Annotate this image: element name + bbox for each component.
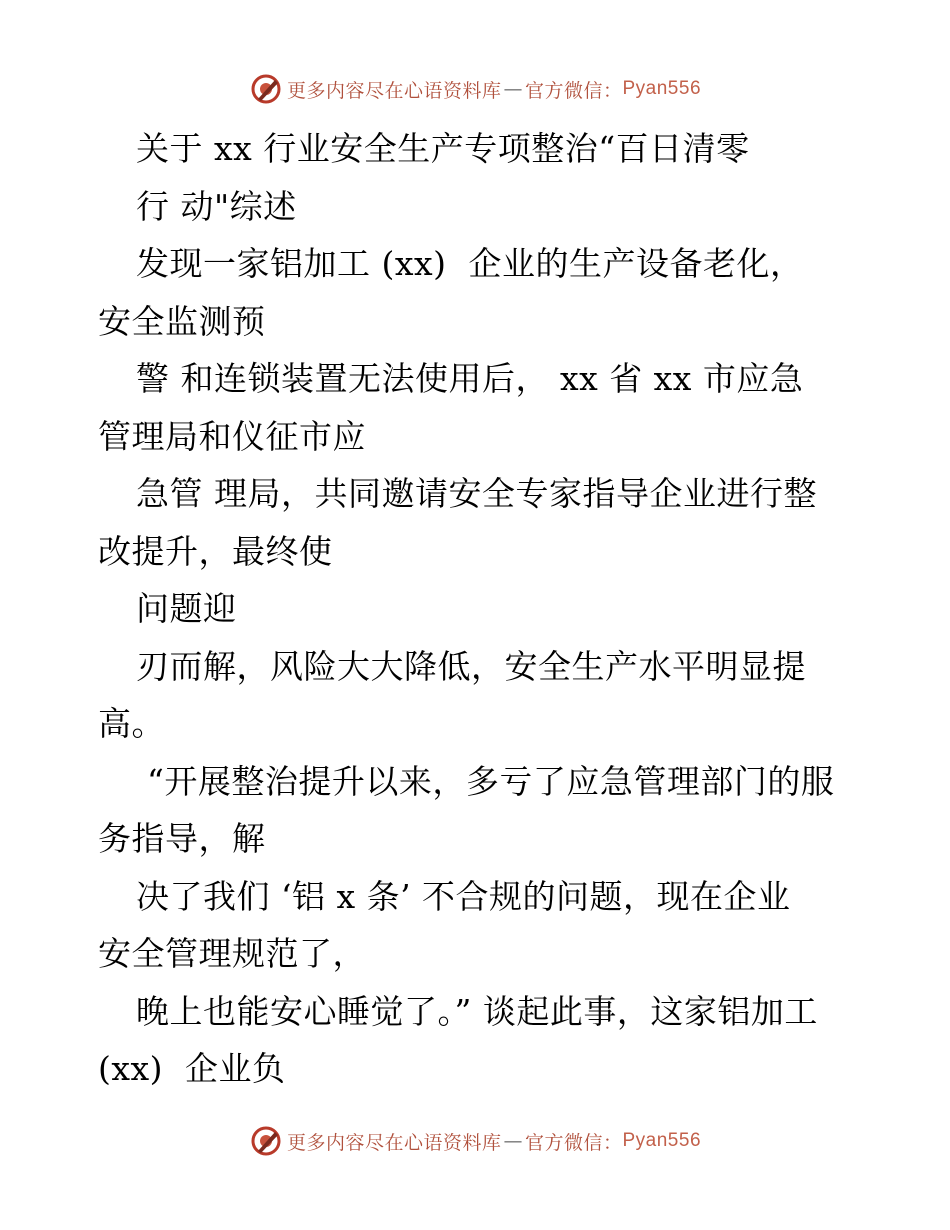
footer-banner [0,1124,950,1158]
text-line: 行 动"综述 [136,186,297,226]
text-line: 决了我们 ‘铝 x 条’ 不合规的问题，现在企业 [136,876,791,916]
banner-dash: — [503,78,523,100]
text-line: 改提升，最终使 [98,531,333,571]
text-line: “开展整治提升以来，多亏了应急管理部门的服 [136,761,835,801]
banner-wechat-id: Pyan556 [622,1130,702,1151]
banner-wechat-label: 官方微信： [524,1131,623,1154]
text-line: 关于 xx 行业安全生产专项整治“百日清零 [136,129,750,168]
text-line: 问题迎 [136,589,237,628]
header-banner [0,72,950,106]
text-line: 安全监测预 [98,301,266,341]
banner-text: 更多内容尽在心语资料库 [286,1131,502,1154]
text-line: (xx) 企业负 [98,1049,286,1088]
brand-logo-icon [249,72,283,106]
banner-text: 更多内容尽在心语资料库 [286,79,502,102]
brand-logo-icon [249,1124,283,1158]
article-body [98,120,858,1098]
banner-wechat-id: Pyan556 [622,78,702,99]
text-line: 安全管理规范了， [98,934,366,973]
text-line: 刃而解，风险大大降低，安全生产水平明显提 [136,646,806,686]
text-line: 管理局和仪征市应 [98,416,366,456]
text-line: 急管 理局，共同邀请安全专家指导企业进行整 [136,474,817,513]
text-line: 务指导，解 [98,819,266,858]
text-line: 发现一家铝加工 (xx) 企业的生产设备老化， [136,244,804,283]
banner-wechat-label: 官方微信： [524,79,623,102]
text-line: 警 和连锁装置无法使用后， xx 省 xx 市应急 [136,359,804,398]
banner-dash: — [503,1130,523,1152]
text-line: 高。 [98,704,165,743]
text-line: 晚上也能安心睡觉了。” 谈起此事，这家铝加工 [136,991,818,1031]
